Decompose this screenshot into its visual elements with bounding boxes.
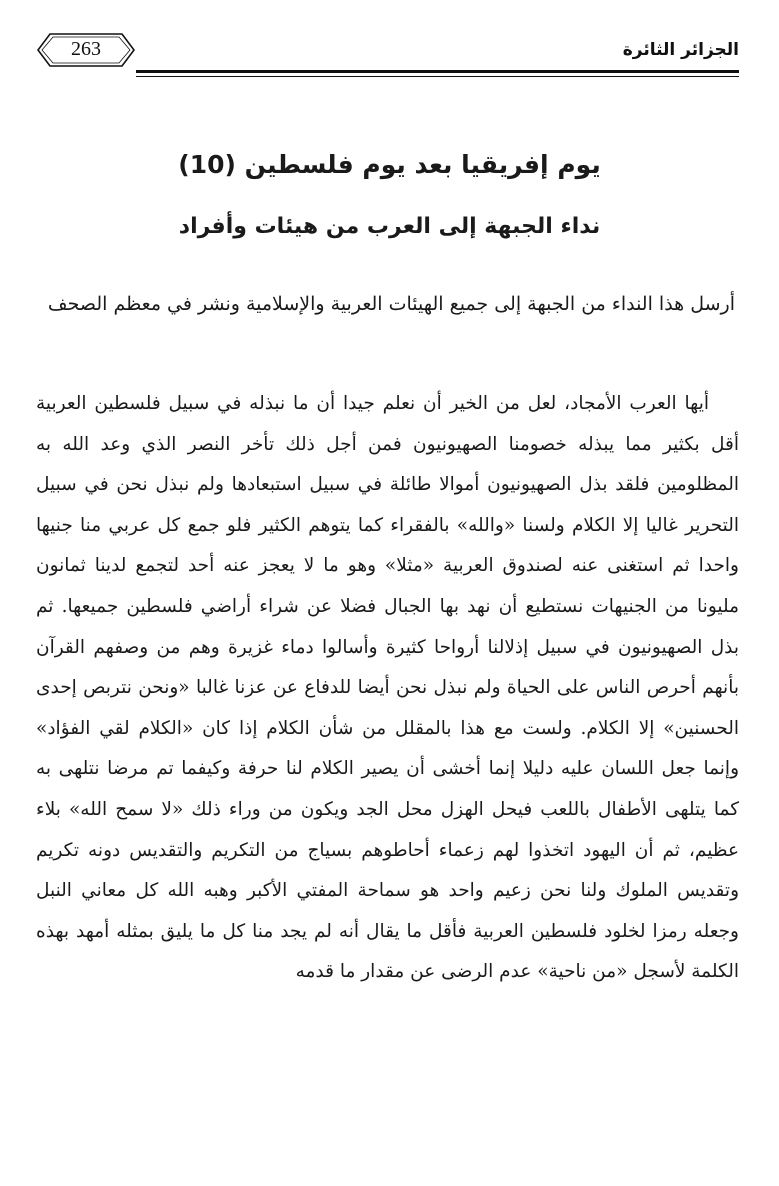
chapter-subtitle: نداء الجبهة إلى العرب من هيئات وأفراد xyxy=(178,214,601,239)
intro-note: أرسل هذا النداء من الجبهة إلى جميع الهيئات العربية والإسلامية ونشر في معظم الصحف xyxy=(47,293,735,315)
page-number-frame xyxy=(36,30,136,70)
header-rule xyxy=(136,70,739,73)
chapter-title: يوم إفريقيا بعد يوم فلسطين (10) xyxy=(178,150,601,179)
book-title: الجزائر الثائرة xyxy=(622,40,739,60)
body-paragraph: أيها العرب الأمجاد، لعل من الخير أن نعلم جيدا أن ما نبذله في سبيل فلسطين العربية أقل بكثير مما يبذله خصومنا الصهيونيون فمن أجل ذلك تأخر النصر الذي وعد الله به المظلومين فلقد بذل الصهيونيون أموالا طائلة في سبيل استبعادها ولم نبذل نحن في سبيل التحرير غاليا إلا الكلام ولسنا «والله» بالفقراء كما يتوهم الكثير فلو جمع كل عربي منا جنيها واحدا ثم استغنى عنه لصندوق العربية «مثلا» وهو ما لا يعجز عنه أحد لتجمع لدينا ثمانون مليونا من الجنيهات نستطيع أن نهد بها الجبال فضلا عن شراء أراضي فلسطين جميعها. ثم بذل الصهيونيون في سبيل إذلالنا أرواحا كثيرة وأسالوا دماء غزيرة وهم من وصفهم القرآن بأنهم أحرص الناس على الحياة ولم نبذل نحن أيضا للدفاع عن عزنا غالبا «ونحن نتربص إحدى الحسنين» إلا الكلام. ولست مع هذا بالمقلل من شأن الكلام إذا كان «الكلام لقي الفؤاد» وإنما جعل اللسان عليه دليلا إنما أخشى أن يصير الكلام لنا حرفة وكيفما تم مرضا نتلهى به كما يتلهى الأطفال باللعب فيحل الهزل محل الجد ويكون من وراء ذلك «لا سمح الله» بلاء عظيم، ثم أن اليهود اتخذوا لهم زعماء أحاطوهم بسياج من التكريم والتقديس دونه تكريم وتقديس الملوك ولنا نحن زعيم واحد هو سماحة المفتي الأكبر وهبه الله كل معاني النبل وجعله رمزا لخلود فلسطين العربية فأقل ما يقال أنه لم يجد منا كل ما يليق بمثله أمهد بهذه الكلمة لأسجل «من ناحية» عدم الرضى عن مقدار ما قدمه xyxy=(36,393,740,983)
page-number: 263 xyxy=(71,38,101,60)
header-rule-thin xyxy=(136,76,739,77)
running-header xyxy=(36,28,739,76)
